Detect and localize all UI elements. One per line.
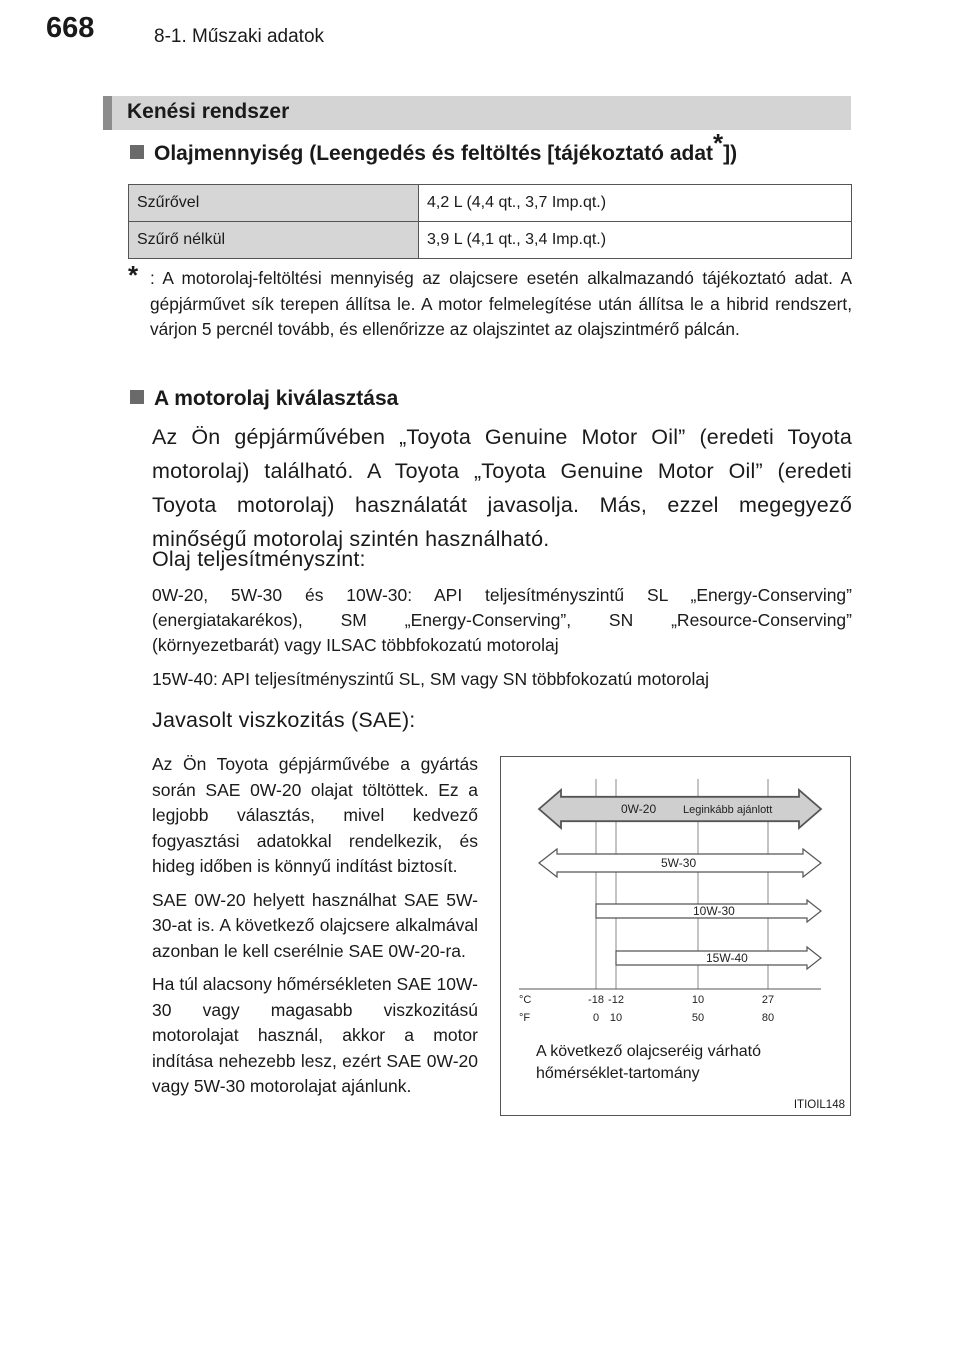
- chart-celsius-tick: 10: [691, 994, 705, 1006]
- footnote: [128, 260, 852, 343]
- chart-fahrenheit-tick: 80: [761, 1012, 775, 1024]
- oil-selection-intro: Az Ön gépjárművében „Toyota Genuine Motor Oil” (eredeti Toyota motorolaj) található. A Toyota „Toyota Genuine Motor Oil” (eredeti Toyota motorolaj) használatát javasolja. Más, ezzel megegyező minőségű motorolaj szintén használható.: [152, 425, 852, 551]
- chart-bar-label: 15W-40: [706, 951, 748, 965]
- chart-fahrenheit-unit: °F: [519, 1012, 531, 1024]
- paragraph: SAE 0W-20 helyett használhat SAE 5W-30-at is. A következő olajcsere alkalmával azonban le kell cserélnie SAE 0W-20-ra.: [152, 889, 478, 961]
- section-breadcrumb: 8-1. Műszaki adatok: [154, 26, 325, 47]
- figure-code: ITIOIL148: [793, 1099, 845, 1111]
- table-cell-label: Szűrő nélkül: [129, 222, 419, 259]
- chart-celsius-tick: 27: [761, 994, 775, 1006]
- footnote-star: *: [128, 260, 139, 290]
- oil-selection-heading: A motorolaj kiválasztása: [130, 387, 398, 411]
- page-number: 668: [46, 12, 95, 44]
- table-cell-value: 4,2 L (4,4 qt., 3,7 Imp.qt.): [419, 185, 852, 222]
- chart-fahrenheit-tick: 10: [609, 1012, 623, 1024]
- section-title-accent: [103, 96, 112, 130]
- square-bullet-icon: [130, 145, 144, 159]
- chart-fahrenheit-tick: 50: [691, 1012, 705, 1024]
- paragraph: Ha túl alacsony hőmérsékleten SAE 10W-30 vagy magasabb viszkozitású motorolajat használ, akkor a motor indítása nehezebb lesz, ezért SAE 0W-20 vagy 5W-30 motorolajat ajánlunk.: [152, 974, 478, 1096]
- chart-bar-0w-20: [539, 790, 821, 828]
- paragraph: Az Ön Toyota gépjárművébe a gyártás során SAE 0W-20 olajat töltöttek. Ez a legjobb választás, mivel kedvező fogyasztási adatokkal rendelkezik, és hideg időben is könnyű indítást biztosít.: [152, 754, 478, 876]
- grade-text-2: 15W-40: API teljesítményszintű SL, SM vagy SN többfokozatú motorolaj: [152, 669, 710, 689]
- viscosity-label: Javasolt viszkozitás (SAE):: [152, 708, 416, 732]
- grade-label: Olaj teljesítményszint:: [152, 547, 366, 571]
- table-row: [129, 222, 852, 259]
- table-row: [129, 185, 852, 222]
- table-cell-value: 3,9 L (4,1 qt., 3,4 Imp.qt.): [419, 222, 852, 259]
- viscosity-chart: [500, 756, 851, 1116]
- chart-caption: A következő olajcseréig várható hőmérséklet-tartomány: [536, 1043, 762, 1082]
- chart-fahrenheit-tick: 0: [592, 1012, 600, 1024]
- chart-bar-label: 10W-30: [693, 904, 735, 918]
- oil-capacity-heading: Olajmennyiség (Leengedés és feltöltés [tájékoztató adat*]): [130, 142, 737, 166]
- square-bullet-icon: [130, 390, 144, 404]
- grade-text-1: 0W-20, 5W-30 és 10W-30: API teljesítményszintű SL „Energy-Conserving” (energiatakarékos), SM „Energy-Conserving”, SN „Resource-Conserving” (környezetbarát) vagy ILSAC többfokozatú motorolaj: [152, 585, 852, 655]
- viscosity-text-column: [152, 752, 478, 1108]
- chart-recommended-label: Leginkább ajánlott: [683, 804, 773, 816]
- chart-celsius-tick: -18: [588, 994, 604, 1006]
- footnote-text: : A motorolaj-feltöltési mennyiség az olajcsere esetén alkalmazandó tájékoztató adat. A gépjárművet sík terepen állítsa le. A motor felmelegítése után állítsa le a hibrid rendszert, várjon 5 percnél tovább, és ellenőrizze az olajszintet az olajszintmérő pálcán.: [150, 268, 852, 339]
- chart-celsius-unit: °C: [519, 994, 532, 1006]
- table-cell-label: Szűrővel: [129, 185, 419, 222]
- section-title: Kenési rendszer: [127, 100, 290, 123]
- chart-bar-label: 0W-20: [621, 802, 657, 816]
- chart-celsius-tick: -12: [608, 994, 624, 1006]
- oil-capacity-table: [128, 184, 852, 259]
- chart-bar-label: 5W-30: [661, 856, 697, 870]
